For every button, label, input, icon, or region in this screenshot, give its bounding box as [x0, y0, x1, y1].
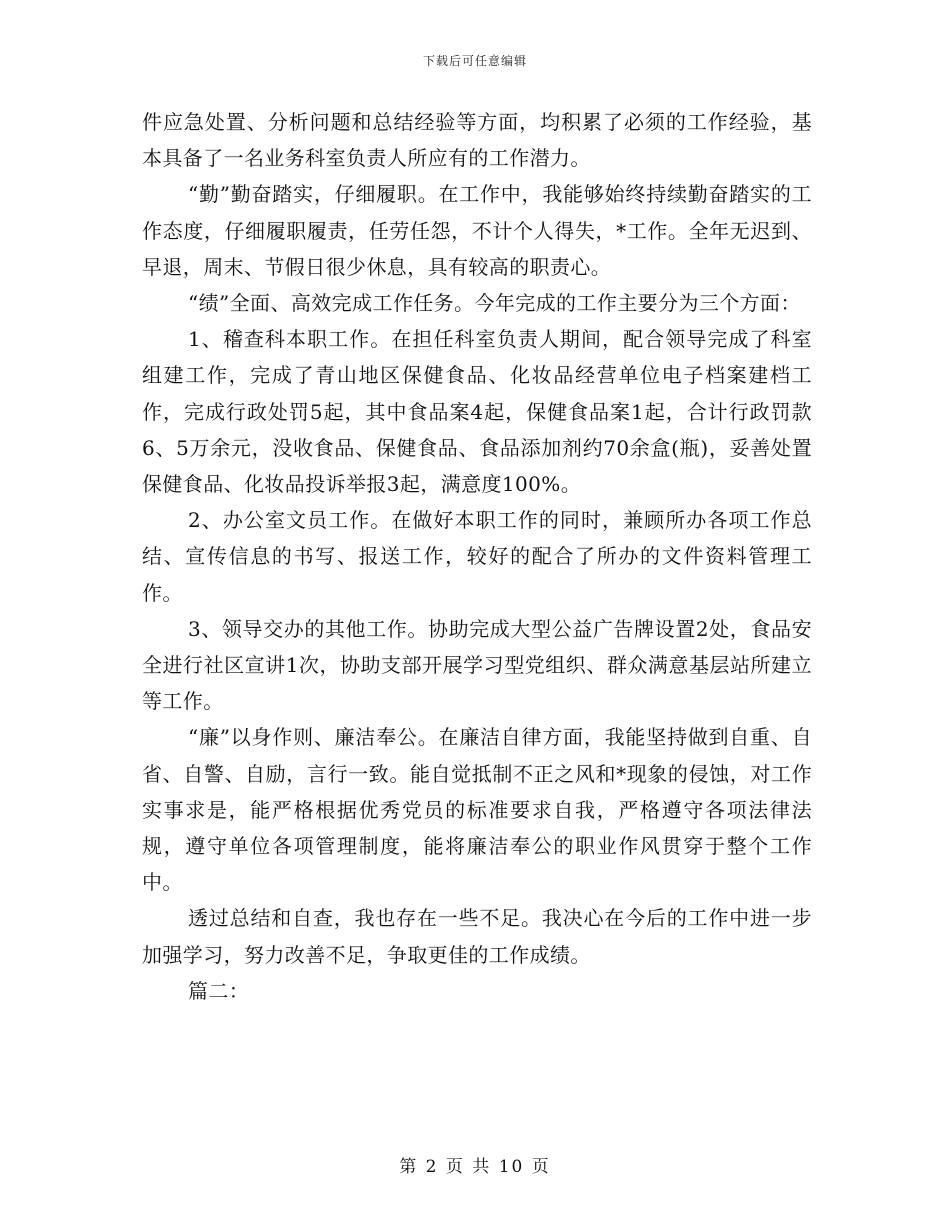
paragraph-item-1: 1、稽查科本职工作。在担任科室负责人期间，配合领导完成了科室组建工作，完成了青山地区保健食品、化妆品经营单位电子档案建档工作，完成行政处罚5起，其中食品案4起，保健食品案1起，合计行政罚款6、5万余元，没收食品、保健食品、食品添加剂约70余盒(瓶)，妥善处置保健食品、化妆品投诉举报3起，满意度100%。: [142, 327, 812, 497]
page-number: 第 2 页 共 10 页: [399, 1157, 551, 1177]
section-heading: 篇二：: [188, 978, 250, 1003]
paragraph-integrity: “廉”以身作则、廉洁奉公。在廉洁自律方面，我能坚持做到自重、自省、自警、自励，言行一致。能自觉抵制不正之风和*现象的侵蚀，对工作实事求是，能严格根据优秀党员的标准要求自我，严格遵守各项法律法规，遵守单位各项管理制度，能将廉洁奉公的职业作风贯穿于整个工作中。: [142, 725, 812, 895]
paragraph-diligence: “勤”勤奋踏实，仔细履职。在工作中，我能够始终持续勤奋踏实的工作态度，仔细履职履责，任劳任怨，不计个人得失，*工作。全年无迟到、早退，周末、节假日很少休息，具有较高的职责心。: [142, 182, 812, 279]
paragraph-achievements: “绩”全面、高效完成工作任务。今年完成的工作主要分为三个方面：: [188, 291, 801, 316]
paragraph-conclusion: 透过总结和自查，我也存在一些不足。我决心在今后的工作中进一步加强学习，努力改善不足，争取更佳的工作成绩。: [142, 906, 812, 967]
page-header: 下载后可任意编辑: [422, 54, 527, 68]
paragraph-item-2: 2、办公室文员工作。在做好本职工作的同时，兼顾所办各项工作总结、宣传信息的书写、报送工作，较好的配合了所办的文件资料管理工作。: [142, 508, 812, 605]
document-body: [142, 104, 812, 1009]
paragraph-continuation: 件应急处置、分析问题和总结经验等方面，均积累了必须的工作经验，基本具备了一名业务科室负责人所应有的工作潜力。: [142, 110, 812, 171]
paragraph-item-3: 3、领导交办的其他工作。协助完成大型公益广告牌设置2处，食品安全进行社区宣讲1次，协助支部开展学习型党组织、群众满意基层站所建立等工作。: [142, 616, 812, 714]
